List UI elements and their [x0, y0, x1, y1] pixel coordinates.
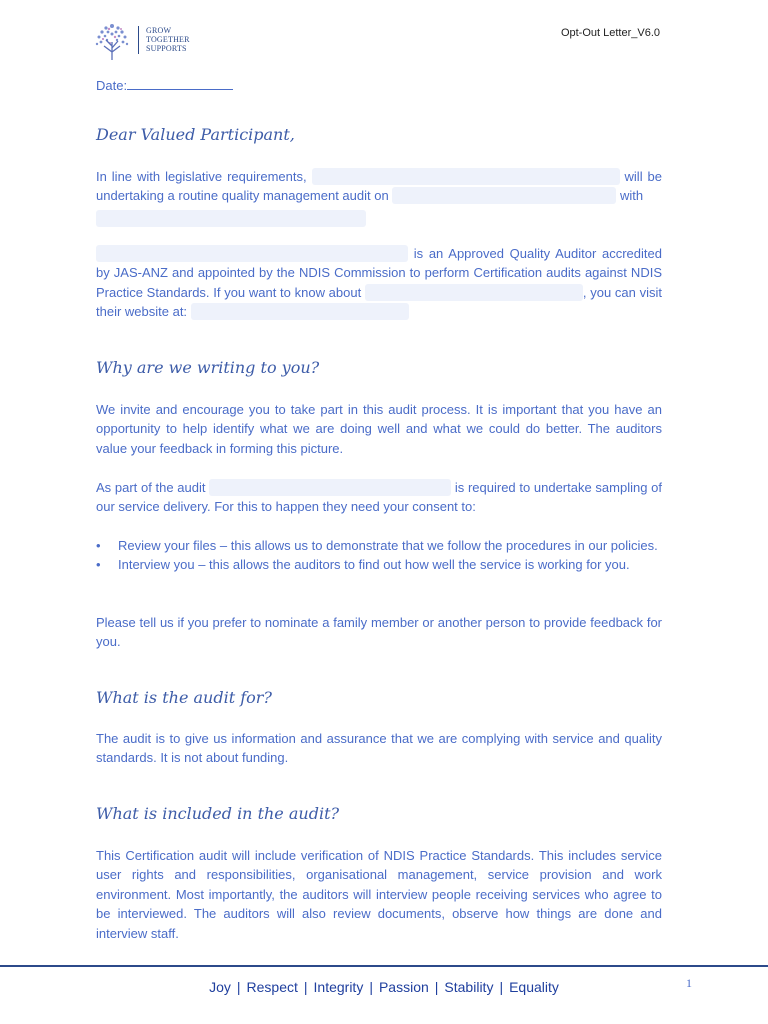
- date-label: Date:: [96, 78, 128, 93]
- logo-line-1: GROW: [146, 26, 172, 35]
- list-item: [96, 536, 662, 555]
- separator: |: [303, 979, 308, 995]
- value-joy: Joy: [209, 979, 231, 995]
- redacted-website: [191, 303, 409, 320]
- footer-values: [0, 979, 768, 995]
- logo-line-3: SUPPORTS: [146, 44, 187, 53]
- audit-included-paragraph: This Certification audit will include verification of NDIS Practice Standards. This includes service user rights and responsibilities, organisational management, service provision and work environment. Most importantly, the auditors will interview people receiving services who agree to be interviewed. The auditors will also review documents, observe how things are done and interview staff.: [96, 848, 662, 941]
- logo-wordmark: [146, 26, 190, 53]
- value-passion: Passion: [378, 979, 429, 995]
- page-number: 1: [686, 976, 692, 990]
- intro-text-c: with: [619, 188, 644, 204]
- audit-for-paragraph: The audit is to give us information and assurance that we are complying with service and quality standards. It is not about funding.: [96, 731, 662, 766]
- company-logo: [88, 16, 208, 64]
- heading-why: Why are we writing to you?: [96, 358, 320, 377]
- intro-text-a: In line with legislative requirements,: [96, 169, 307, 184]
- intro-paragraph-1: [96, 167, 662, 228]
- redacted-org-name: [312, 168, 620, 185]
- logo-line-2: TOGETHER: [146, 35, 190, 44]
- document-id: Opt-Out Letter_V6.0: [560, 27, 660, 39]
- why-text-b: is required to undertake sampling of our service delivery. For this to happen they need your consent to:: [96, 480, 662, 515]
- separator: |: [236, 979, 241, 995]
- list-item: [96, 555, 662, 574]
- separator: |: [434, 979, 439, 995]
- intro-text-d: is an Approved Quality Auditor accredited by JAS-ANZ and appointed by the NDIS Commission to perform Certification audits against NDIS Practice Standards. If you want to know about: [96, 246, 662, 300]
- why-paragraph-2: [96, 478, 662, 517]
- redacted-auditor-body: [209, 479, 451, 496]
- separator: |: [369, 979, 373, 995]
- date-field: [96, 77, 233, 93]
- heading-audit-for: What is the audit for?: [96, 688, 273, 707]
- heading-audit-included: What is included in the audit?: [96, 804, 340, 823]
- separator: |: [499, 979, 504, 995]
- list-item-text: Review your files – this allows us to demonstrate that we follow the procedures in our policies.: [118, 538, 658, 553]
- value-respect: Respect: [246, 979, 298, 995]
- footer-divider: [0, 965, 768, 967]
- redacted-auditor-org: [96, 245, 408, 262]
- intro-paragraph-2: [96, 244, 662, 322]
- value-integrity: Integrity: [313, 979, 364, 995]
- consent-list: [96, 536, 662, 575]
- bullet-icon: •: [96, 538, 101, 553]
- why-text-a: As part of the audit: [96, 480, 206, 495]
- redacted-audit-date: [392, 187, 616, 204]
- list-item-text: Interview you – this allows the auditors to find out how well the service is working for you.: [118, 557, 630, 573]
- redacted-auditor-ref: [365, 284, 583, 301]
- logo-divider: [138, 26, 139, 54]
- value-equality: Equality: [509, 979, 559, 995]
- why-paragraph-1: We invite and encourage you to take part in this audit process. It is important that you have an opportunity to help identify what we are doing well and what we could do better. The auditors value your feedback in forming this picture.: [96, 402, 662, 456]
- date-blank[interactable]: [127, 77, 233, 90]
- salutation: Dear Valued Participant,: [96, 125, 295, 144]
- tree-logo-icon: [88, 16, 136, 64]
- bullet-icon: •: [96, 557, 101, 573]
- intro-text-e: , you can visit their website at:: [96, 284, 662, 320]
- value-stability: Stability: [444, 979, 494, 995]
- intro-text-b: will be undertaking a routine quality management audit on: [96, 169, 662, 204]
- why-paragraph-3: Please tell us if you prefer to nominate a family member or another person to provide feedback for you.: [96, 615, 662, 650]
- redacted-auditor-name: [96, 210, 366, 227]
